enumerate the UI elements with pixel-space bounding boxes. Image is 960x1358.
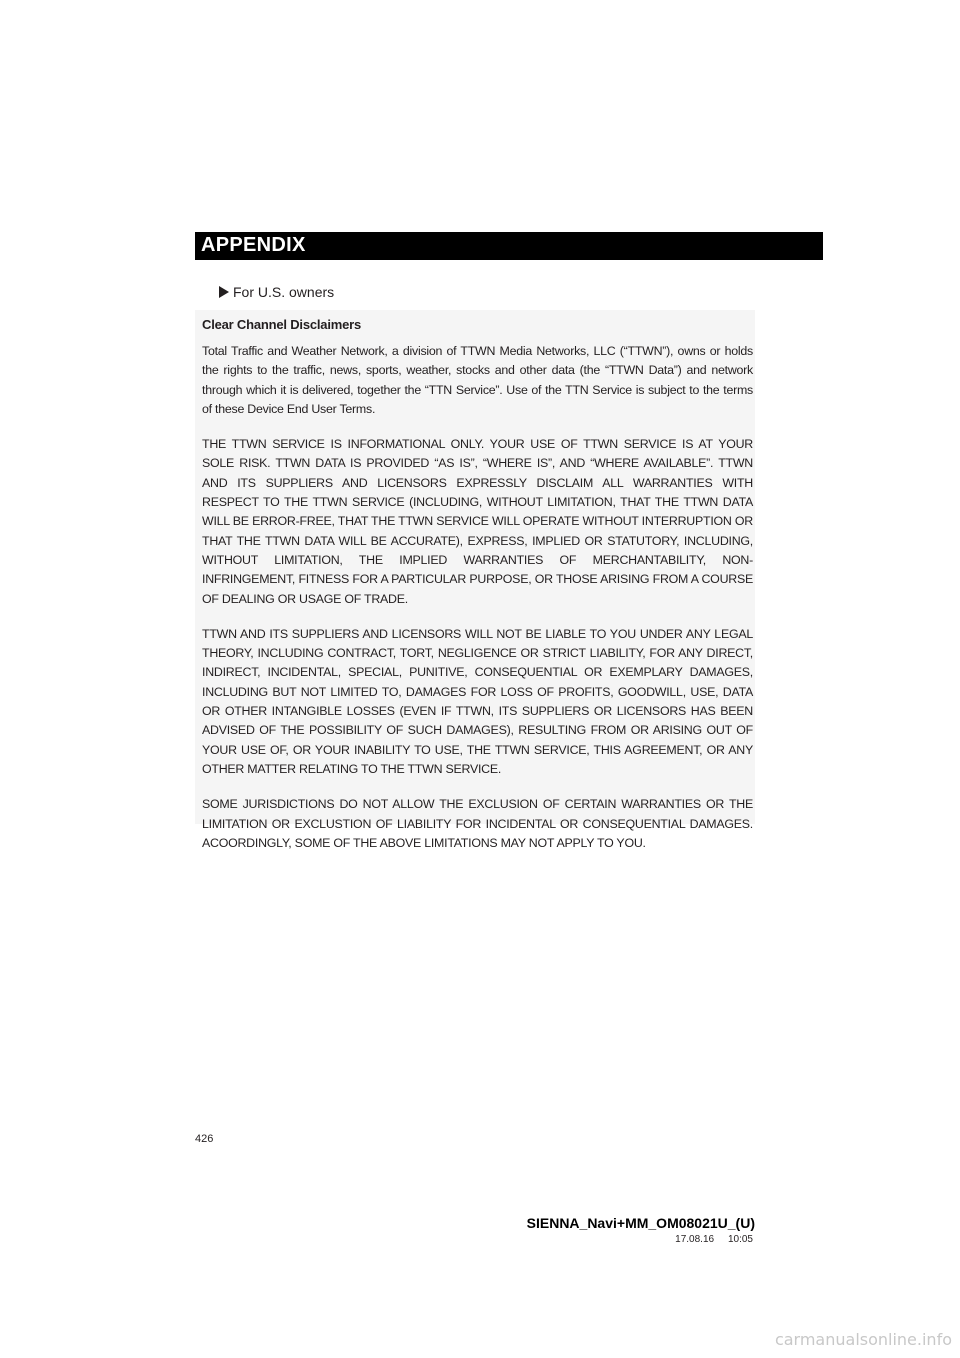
disclaimer-paragraph-4: SOME JURISDICTIONS DO NOT ALLOW THE EXCLUSION OF CERTAIN WARRANTIES OR THE LIMITATION OR EXCLUSTION OF LIABILITY FOR INCIDENTAL OR CONSEQUENTIAL DAMAGES. ACOORDINGLY, SOME OF THE ABOVE LIMITATIONS MAY NOT APPLY TO YOU. <box>202 797 753 850</box>
disclaimer-box <box>195 310 755 850</box>
disclaimer-paragraph-3: TTWN AND ITS SUPPLIERS AND LICENSORS WILL NOT BE LIABLE TO YOU UNDER ANY LEGAL THEORY, INCLUDING CONTRACT, TORT, NEGLIGENCE OR STRICT LIABILITY, FOR ANY DIRECT, INDIRECT, INCIDENTAL, SPECIAL, PUNITIVE, CONSEQUENTIAL OR EXEMPLARY DAMAGES, INCLUDING BUT NOT LIMITED TO, DAMAGES FOR LOSS OF PROFITS, GOODWILL, USE, DATA OR OTHER INTANGIBLE LOSSES (EVEN IF TTWN, ITS SUPPLIERS OR LICENSORS HAS BEEN ADVISED OF THE POSSIBILITY OF SUCH DAMAGES), RESULTING FROM OR ARISING OUT OF YOUR USE OF, OR YOUR INABILITY TO USE, THE TTWN SERVICE, THIS AGREEMENT, OR ANY OTHER MATTER RELATING TO THE TTWN SERVICE. <box>202 626 753 776</box>
section-header-bar <box>195 232 823 260</box>
subheading-text: For U.S. owners <box>233 284 335 300</box>
disclaimer-paragraph-2: THE TTWN SERVICE IS INFORMATIONAL ONLY. YOUR USE OF TTWN SERVICE IS AT YOUR SOLE RISK. TTWN DATA IS PROVIDED “AS IS”, “WHERE IS”, AND “WHERE AVAILABLE”. TTWN AND ITS SUPPLIERS AND LICENSORS EXPRESSLY DISCLAIM ALL WARRANTIES WITH RESPECT TO THE TTWN SERVICE (INCLUDING, WITHOUT LIMITATION, THAT THE TTWN DATA WILL BE ERROR-FREE, THAT THE TTWN SERVICE WILL OPERATE WITHOUT INTERRUPTION OR THAT THE TTWN DATA WILL BE ACCURATE), EXPRESS, IMPLIED OR STATUTORY, INCLUDING, WITHOUT LIMITATION, THE IMPLIED WARRANTIES OF MERCHANTABILITY, NON-INFRINGEMENT, FITNESS FOR A PARTICULAR PURPOSE, OR THOSE ARISING FROM A COURSE OF DEALING OR USAGE OF TRADE. <box>202 437 753 606</box>
triangle-right-icon <box>219 286 229 298</box>
disclaimer-paragraph-1: Total Traffic and Weather Network, a division of TTWN Media Networks, LLC (“TTWN”), owns or holds the rights to the traffic, news, sports, weather, stocks and other data (the “TTWN Data”) and network through which it is delivered, together the “TTN Service”. Use of the TTN Service is subject to the terms of these Device End User Terms. <box>202 344 753 416</box>
disclaimer-title: Clear Channel Disclaimers <box>202 317 362 332</box>
watermark: carmanualsonline.info <box>774 1330 952 1349</box>
document-code: SIENNA_Navi+MM_OM08021U_(U) <box>526 1215 755 1231</box>
subheading <box>219 284 334 300</box>
page-number: 426 <box>195 1133 214 1145</box>
document-timestamp: 17.08.16 10:05 <box>675 1234 753 1245</box>
section-title: APPENDIX <box>201 234 306 256</box>
